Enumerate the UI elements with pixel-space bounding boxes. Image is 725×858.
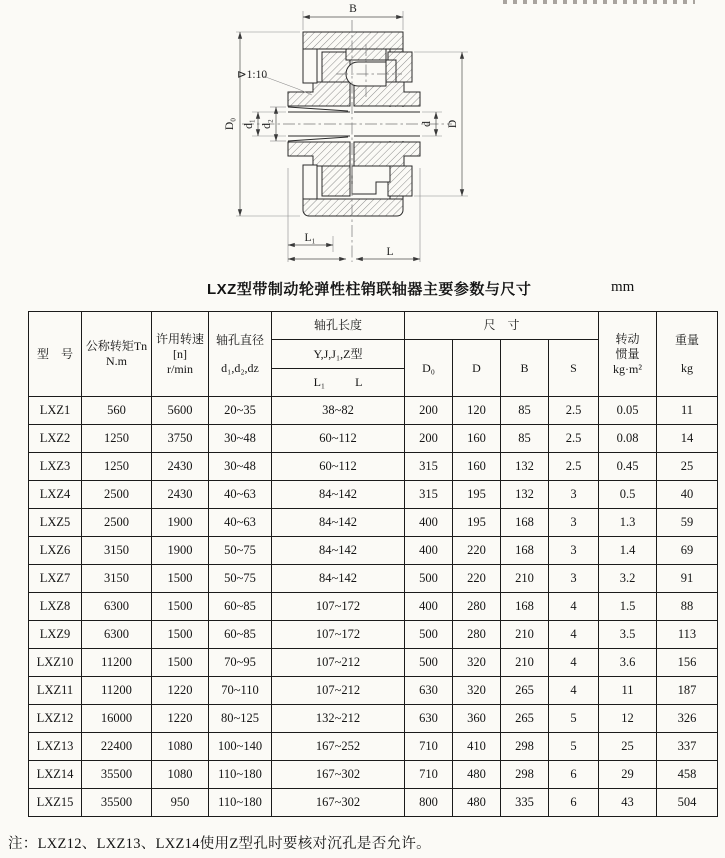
cell-inertia: 0.05 <box>599 397 657 425</box>
cell-inertia: 25 <box>599 733 657 761</box>
cell-weight: 113 <box>657 621 718 649</box>
cell-bore-diameter: 30~48 <box>209 453 272 481</box>
header-bore-length-types: Y,J,J₁,Z型 <box>272 340 405 369</box>
header-torque: 公称转矩Tn N.m <box>82 312 152 397</box>
cell-nominal-torque: 3150 <box>82 537 152 565</box>
cell-D: 480 <box>453 789 501 817</box>
dim-label-L1: L₁ <box>304 232 316 244</box>
cell-model: LXZ8 <box>29 593 82 621</box>
cell-allowable-speed: 1220 <box>152 705 209 733</box>
cell-bore-diameter: 110~180 <box>209 761 272 789</box>
cell-weight: 326 <box>657 705 718 733</box>
cell-weight: 187 <box>657 677 718 705</box>
header-D: D <box>453 340 501 397</box>
cell-bore-diameter: 20~35 <box>209 397 272 425</box>
header-B: B <box>501 340 549 397</box>
cell-inertia: 3.2 <box>599 565 657 593</box>
cell-S: 4 <box>549 621 599 649</box>
cell-D: 360 <box>453 705 501 733</box>
header-bore-diameter: 轴孔直径 d₁,d₂,dz <box>209 312 272 397</box>
cell-S: 4 <box>549 677 599 705</box>
footnote: 注：LXZ12、LXZ13、LXZ14使用Z型孔时要核对沉孔是否允许。 <box>8 836 431 852</box>
cell-model: LXZ15 <box>29 789 82 817</box>
header-size-group: 尺 寸 <box>405 312 599 340</box>
cell-D: 280 <box>453 621 501 649</box>
cell-allowable-speed: 5600 <box>152 397 209 425</box>
cell-S: 2.5 <box>549 453 599 481</box>
table-row <box>29 481 718 509</box>
cell-inertia: 11 <box>599 677 657 705</box>
cell-allowable-speed: 2430 <box>152 481 209 509</box>
cell-D: 410 <box>453 733 501 761</box>
cell-bore-diameter: 70~95 <box>209 649 272 677</box>
cell-bore-diameter: 70~110 <box>209 677 272 705</box>
cell-S: 4 <box>549 649 599 677</box>
table-row <box>29 677 718 705</box>
header-S: S <box>549 340 599 397</box>
cell-D: 480 <box>453 761 501 789</box>
cell-allowable-speed: 1900 <box>152 537 209 565</box>
cell-allowable-speed: 1500 <box>152 621 209 649</box>
cell-D0: 710 <box>405 761 453 789</box>
cell-D0: 500 <box>405 565 453 593</box>
cell-allowable-speed: 950 <box>152 789 209 817</box>
cell-S: 6 <box>549 789 599 817</box>
cell-allowable-speed: 2430 <box>152 453 209 481</box>
cell-weight: 11 <box>657 397 718 425</box>
cell-D: 120 <box>453 397 501 425</box>
cell-S: 3 <box>549 481 599 509</box>
cell-D: 320 <box>453 649 501 677</box>
cell-allowable-speed: 3750 <box>152 425 209 453</box>
cell-model: LXZ6 <box>29 537 82 565</box>
cell-D0: 630 <box>405 705 453 733</box>
table-row <box>29 537 718 565</box>
cell-D0: 400 <box>405 509 453 537</box>
cell-bore-diameter: 40~63 <box>209 509 272 537</box>
cell-model: LXZ9 <box>29 621 82 649</box>
cell-D: 160 <box>453 425 501 453</box>
cell-D0: 800 <box>405 789 453 817</box>
cell-B: 168 <box>501 537 549 565</box>
cell-allowable-speed: 1500 <box>152 649 209 677</box>
cell-model: LXZ5 <box>29 509 82 537</box>
cell-B: 132 <box>501 453 549 481</box>
cell-model: LXZ4 <box>29 481 82 509</box>
cell-inertia: 1.3 <box>599 509 657 537</box>
table-row <box>29 761 718 789</box>
cell-weight: 59 <box>657 509 718 537</box>
cell-S: 3 <box>549 509 599 537</box>
cell-D0: 400 <box>405 593 453 621</box>
cell-D0: 630 <box>405 677 453 705</box>
cell-inertia: 0.45 <box>599 453 657 481</box>
cell-weight: 14 <box>657 425 718 453</box>
parameter-table <box>28 311 718 817</box>
cell-D0: 200 <box>405 425 453 453</box>
cell-inertia: 12 <box>599 705 657 733</box>
cell-S: 4 <box>549 593 599 621</box>
cell-nominal-torque: 16000 <box>82 705 152 733</box>
cell-inertia: 3.6 <box>599 649 657 677</box>
cell-D0: 710 <box>405 733 453 761</box>
dim-label-B: B <box>349 3 357 15</box>
cell-bore-diameter: 60~85 <box>209 593 272 621</box>
cell-S: 5 <box>549 705 599 733</box>
table-row <box>29 789 718 817</box>
dim-label-D: D <box>447 119 459 129</box>
cell-nominal-torque: 11200 <box>82 649 152 677</box>
cell-weight: 40 <box>657 481 718 509</box>
header-bore-length-group: 轴孔长度 <box>272 312 405 340</box>
cell-bore-diameter: 50~75 <box>209 565 272 593</box>
table-header <box>29 312 718 397</box>
cell-model: LXZ11 <box>29 677 82 705</box>
cell-allowable-speed: 1500 <box>152 565 209 593</box>
cell-inertia: 43 <box>599 789 657 817</box>
cell-bore-diameter: 80~125 <box>209 705 272 733</box>
cell-bore-length: 167~302 <box>272 789 405 817</box>
cell-bore-length: 167~252 <box>272 733 405 761</box>
cell-inertia: 1.5 <box>599 593 657 621</box>
cell-D0: 500 <box>405 621 453 649</box>
cell-nominal-torque: 35500 <box>82 789 152 817</box>
cell-inertia: 3.5 <box>599 621 657 649</box>
cell-S: 2.5 <box>549 425 599 453</box>
cell-S: 3 <box>549 537 599 565</box>
cell-bore-length: 107~212 <box>272 677 405 705</box>
cell-bore-length: 84~142 <box>272 537 405 565</box>
cell-inertia: 0.08 <box>599 425 657 453</box>
cell-weight: 69 <box>657 537 718 565</box>
cell-nominal-torque: 560 <box>82 397 152 425</box>
table-row <box>29 565 718 593</box>
cell-nominal-torque: 1250 <box>82 425 152 453</box>
dim-label-d1: d₁ <box>243 119 255 129</box>
cell-S: 6 <box>549 761 599 789</box>
cell-B: 85 <box>501 397 549 425</box>
table-row <box>29 621 718 649</box>
cell-model: LXZ2 <box>29 425 82 453</box>
cell-D0: 200 <box>405 397 453 425</box>
table-row <box>29 397 718 425</box>
coupling-section-drawing <box>0 0 725 272</box>
table-row <box>29 733 718 761</box>
cell-nominal-torque: 2500 <box>82 481 152 509</box>
cell-nominal-torque: 11200 <box>82 677 152 705</box>
cell-model: LXZ1 <box>29 397 82 425</box>
cell-bore-length: 107~172 <box>272 621 405 649</box>
cell-B: 298 <box>501 733 549 761</box>
cell-nominal-torque: 22400 <box>82 733 152 761</box>
cell-D: 220 <box>453 565 501 593</box>
cell-bore-diameter: 110~180 <box>209 789 272 817</box>
cell-weight: 337 <box>657 733 718 761</box>
cell-B: 168 <box>501 593 549 621</box>
cell-bore-length: 84~142 <box>272 565 405 593</box>
cell-B: 210 <box>501 565 549 593</box>
cell-D0: 315 <box>405 453 453 481</box>
cell-S: 2.5 <box>549 397 599 425</box>
cell-weight: 88 <box>657 593 718 621</box>
cell-nominal-torque: 1250 <box>82 453 152 481</box>
header-inertia: 转动 惯量 kg·m² <box>599 312 657 397</box>
cell-bore-length: 132~212 <box>272 705 405 733</box>
cell-weight: 91 <box>657 565 718 593</box>
header-speed: 许用转速 [n] r/min <box>152 312 209 397</box>
cell-model: LXZ12 <box>29 705 82 733</box>
cell-B: 265 <box>501 705 549 733</box>
cell-model: LXZ10 <box>29 649 82 677</box>
cell-B: 335 <box>501 789 549 817</box>
dim-label-L: L <box>386 246 394 258</box>
cell-inertia: 29 <box>599 761 657 789</box>
table-row <box>29 425 718 453</box>
cell-allowable-speed: 1900 <box>152 509 209 537</box>
cell-model: LXZ7 <box>29 565 82 593</box>
cell-model: LXZ13 <box>29 733 82 761</box>
cell-bore-diameter: 100~140 <box>209 733 272 761</box>
cell-bore-diameter: 40~63 <box>209 481 272 509</box>
table-body <box>29 397 718 817</box>
cell-bore-length: 107~172 <box>272 593 405 621</box>
cell-bore-length: 107~212 <box>272 649 405 677</box>
cell-B: 210 <box>501 621 549 649</box>
table-row <box>29 453 718 481</box>
cell-nominal-torque: 35500 <box>82 761 152 789</box>
dim-label-d2: d₂ <box>261 119 273 129</box>
cell-D0: 400 <box>405 537 453 565</box>
cell-bore-length: 84~142 <box>272 509 405 537</box>
cell-D: 280 <box>453 593 501 621</box>
cell-nominal-torque: 6300 <box>82 593 152 621</box>
cell-model: LXZ3 <box>29 453 82 481</box>
cell-D: 160 <box>453 453 501 481</box>
cell-D: 320 <box>453 677 501 705</box>
cell-weight: 504 <box>657 789 718 817</box>
dim-label-D0: D₀ <box>224 117 236 131</box>
cell-bore-length: 60~112 <box>272 453 405 481</box>
cell-bore-diameter: 50~75 <box>209 537 272 565</box>
cell-S: 3 <box>549 565 599 593</box>
cell-bore-length: 167~302 <box>272 761 405 789</box>
cell-nominal-torque: 2500 <box>82 509 152 537</box>
cell-allowable-speed: 1220 <box>152 677 209 705</box>
cell-D: 220 <box>453 537 501 565</box>
header-L1-L: L₁ L <box>272 369 405 397</box>
cell-nominal-torque: 6300 <box>82 621 152 649</box>
cell-weight: 25 <box>657 453 718 481</box>
cell-B: 132 <box>501 481 549 509</box>
caption-title: LXZ型带制动轮弹性柱销联轴器主要参数与尺寸 <box>207 281 532 298</box>
taper-label: ⊳1:10 <box>237 69 268 81</box>
cell-B: 168 <box>501 509 549 537</box>
cell-bore-diameter: 60~85 <box>209 621 272 649</box>
table-row <box>29 593 718 621</box>
table-caption <box>0 278 725 300</box>
cell-bore-length: 60~112 <box>272 425 405 453</box>
table-row <box>29 705 718 733</box>
cell-nominal-torque: 3150 <box>82 565 152 593</box>
cell-allowable-speed: 1500 <box>152 593 209 621</box>
cell-bore-diameter: 30~48 <box>209 425 272 453</box>
cell-B: 210 <box>501 649 549 677</box>
cell-D: 195 <box>453 481 501 509</box>
cell-D0: 315 <box>405 481 453 509</box>
dim-label-d: d <box>421 121 433 127</box>
caption-unit: mm <box>611 279 635 295</box>
header-D0: D₀ <box>405 340 453 397</box>
cell-bore-length: 84~142 <box>272 481 405 509</box>
cell-B: 298 <box>501 761 549 789</box>
cell-weight: 458 <box>657 761 718 789</box>
cell-D0: 500 <box>405 649 453 677</box>
cell-S: 5 <box>549 733 599 761</box>
cell-inertia: 1.4 <box>599 537 657 565</box>
table-row <box>29 649 718 677</box>
cell-B: 265 <box>501 677 549 705</box>
header-weight: 重量 kg <box>657 312 718 397</box>
cell-bore-length: 38~82 <box>272 397 405 425</box>
header-model: 型 号 <box>29 312 82 397</box>
table-row <box>29 509 718 537</box>
cell-inertia: 0.5 <box>599 481 657 509</box>
cell-model: LXZ14 <box>29 761 82 789</box>
cell-weight: 156 <box>657 649 718 677</box>
cell-D: 195 <box>453 509 501 537</box>
cell-allowable-speed: 1080 <box>152 733 209 761</box>
cell-B: 85 <box>501 425 549 453</box>
cell-allowable-speed: 1080 <box>152 761 209 789</box>
